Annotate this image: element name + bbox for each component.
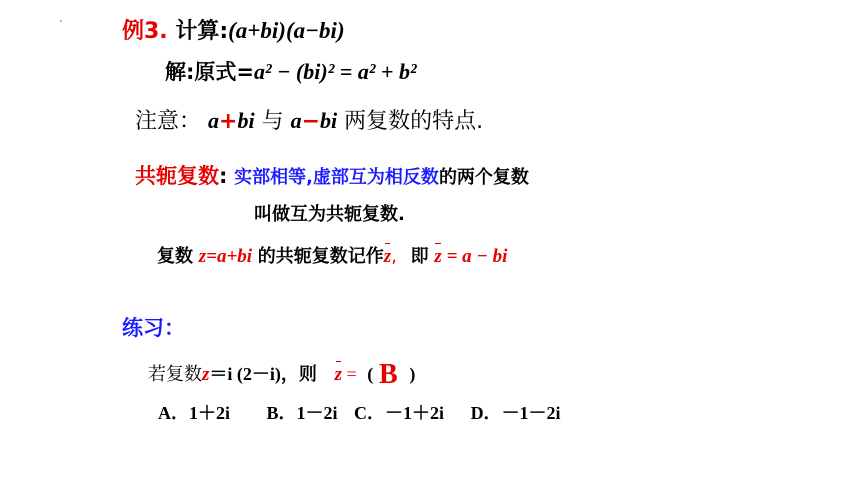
solution-prefix: :原式=: [186, 60, 254, 84]
notation-equation-z: z: [434, 246, 442, 267]
definition-text1: 的两个复数: [438, 167, 529, 188]
example-label: 例3.: [122, 19, 168, 44]
answer-paren-open: (: [367, 364, 374, 384]
note-expr2-b: bi: [320, 108, 338, 133]
option-a: A．1＋2i: [158, 403, 231, 423]
solution-formula: a² − (bi)² = a² + b²: [254, 59, 417, 84]
note-tail: 两复数的特点.: [344, 109, 484, 134]
example-title-text: 计算:: [167, 19, 229, 44]
note-expr1-a: a: [208, 108, 220, 133]
note-line: [135, 104, 483, 135]
question-equation: ＝i (2－i)，则: [209, 364, 317, 384]
definition-colon: :: [219, 164, 228, 188]
answer-paren-close: ): [409, 364, 416, 384]
notation-line: [157, 242, 507, 268]
notation-ie: 即: [410, 246, 429, 267]
option-b: B．1－2i: [266, 403, 338, 423]
solution-label: 解: [165, 60, 186, 84]
note-expr1-b: bi: [237, 108, 255, 133]
definition-line2: 叫做互为共轭复数.: [254, 204, 405, 225]
answer-equals: =: [342, 364, 362, 384]
definition-highlight1: 实部相等: [234, 167, 307, 188]
notation-z-expr: z=a+bi: [198, 246, 253, 267]
notation-z-bar: z: [383, 246, 392, 267]
definition-line1: [135, 160, 529, 190]
notation-prefix: 复数: [157, 246, 193, 267]
definition-comma: ,: [306, 167, 313, 188]
note-connector: 与: [261, 109, 284, 134]
practice-heading: 练习：: [122, 316, 185, 340]
notation-middle: 的共轭复数记作: [257, 246, 384, 267]
option-c: C．－1＋2i: [354, 403, 445, 423]
answer-z: z: [334, 364, 343, 385]
definition-highlight2: 虚部互为相反数: [312, 167, 439, 188]
notation-equation-rhs: = a − bi: [441, 246, 508, 267]
note-label: 注意：: [135, 109, 202, 134]
note-expr1-op: +: [219, 109, 238, 134]
practice-question: [148, 359, 415, 391]
stray-dot: [60, 20, 62, 22]
note-expr2-a: a: [290, 108, 302, 133]
example-expression: (a+bi)(a−bi): [228, 18, 345, 43]
question-z: z: [202, 364, 210, 385]
note-expr2-op: −: [301, 109, 321, 134]
question-prefix: 若复数: [148, 364, 202, 385]
solution-line: [165, 56, 417, 86]
option-d: D．－1－2i: [470, 403, 561, 423]
definition-term: 共轭复数: [135, 164, 219, 188]
options-row: [158, 399, 561, 425]
answer-value: B: [378, 359, 398, 390]
example-title: [122, 14, 345, 45]
notation-separator: ,: [391, 246, 397, 267]
